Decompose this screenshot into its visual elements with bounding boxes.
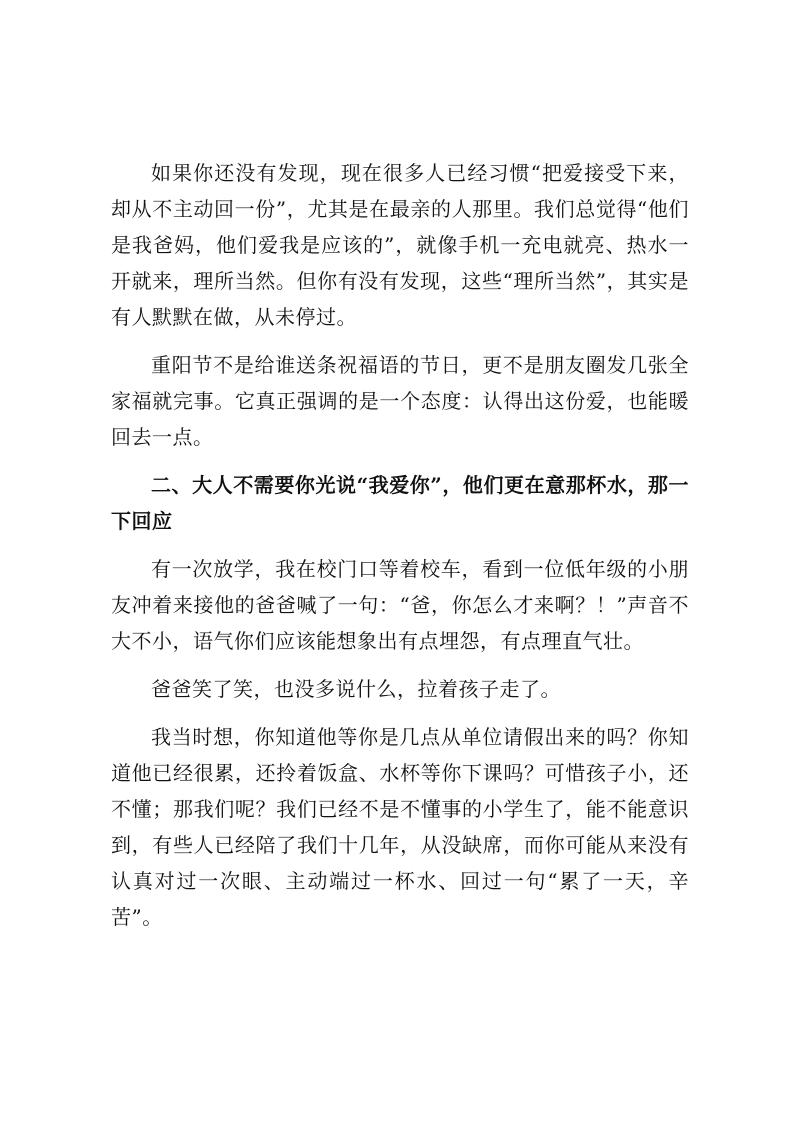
- paragraph-taking-love-for-granted: 如果你还没有发现，现在很多人已经习惯“把爱接受下来，却从不主动回一份”，尤其是在最亲的人那里。我们总觉得“他们是我爸妈，他们爱我是应该的”，就像手机一充电就亮、热水一开就来，理所当然。但你有没有发现，这些“理所当然”，其实是有人默默在做，从未停过。: [111, 161, 689, 329]
- paragraph-double-ninth-festival: 重阳节不是给谁送条祝福语的节日，更不是朋友圈发几张全家福就完事。它真正强调的是一个态度：认得出这份爱，也能暖回去一点。: [111, 353, 689, 449]
- paragraph-father-smiled: 爸爸笑了笑，也没多说什么，拉着孩子走了。: [151, 677, 561, 701]
- paragraph-after-school-story: 有一次放学，我在校门口等着校车，看到一位低年级的小朋友冲着来接他的爸爸喊了一句：“爸，你怎么才来啊？！”声音不大不小，语气你们应该能想象出有点埋怨，有点理直气壮。: [111, 557, 689, 653]
- paragraph-reflection: 我当时想，你知道他等你是几点从单位请假出来的吗？你知道他已经很累，还拎着饭盒、水杯等你下课吗？可惜孩子小，还不懂；那我们呢？我们已经不是不懂事的小学生了，能不能意识到，有些人已经陪了我们十几年，从没缺席，而你可能从来没有认真对过一次眼、主动端过一杯水、回过一句“累了一天，辛苦”。: [111, 725, 689, 929]
- section-heading-two: 二、大人不需要你光说“我爱你”，他们更在意那杯水，那一下回应: [111, 473, 689, 533]
- document-body: [111, 155, 689, 935]
